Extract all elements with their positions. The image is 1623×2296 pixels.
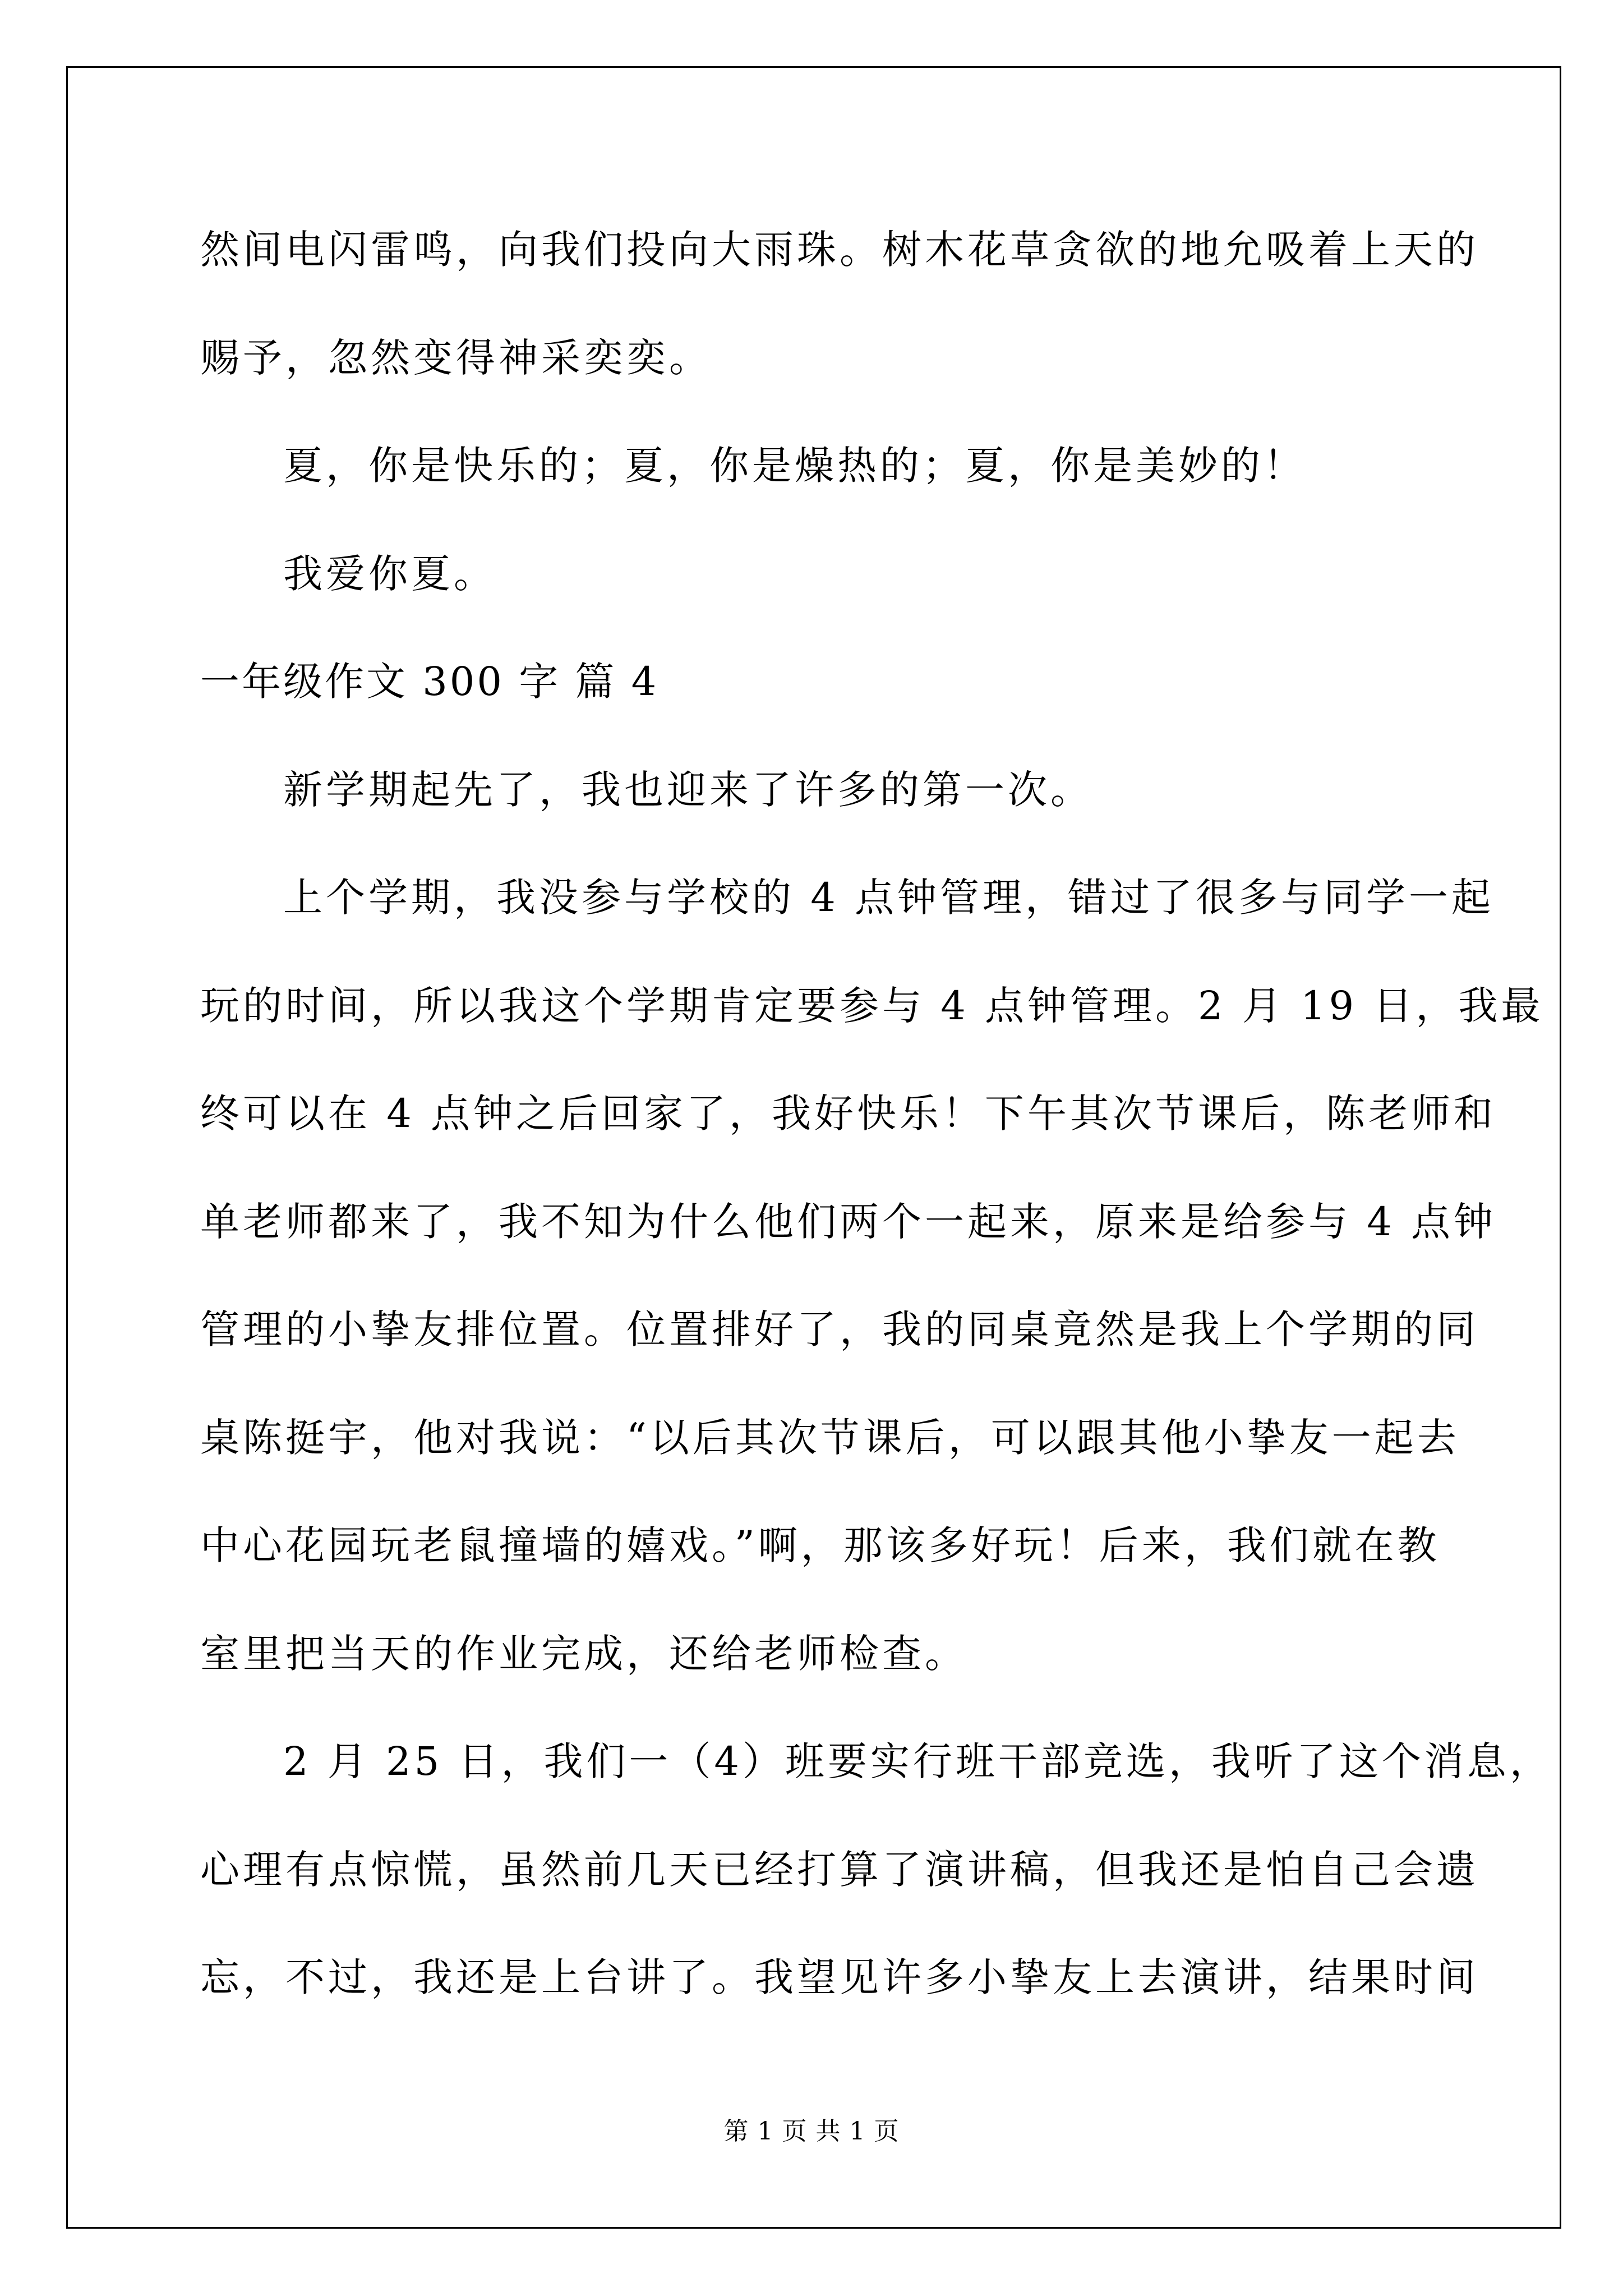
text-line: 玩的时间，所以我这个学期肯定要参与 4 点钟管理。2 月 19 日，我最	[200, 983, 1544, 1029]
text-line: 终可以在 4 点钟之后回家了，我好快乐！下午其次节课后，陈老师和	[200, 1091, 1497, 1137]
text-line: 忘，不过，我还是上台讲了。我望见许多小挚友上去演讲，结果时间	[200, 1954, 1479, 2000]
text-line: 管理的小挚友排位置。位置排好了，我的同桌竟然是我上个学期的同	[200, 1306, 1479, 1352]
text-line: 中心花园玩老鼠撞墙的嬉戏。”啊，那该多好玩！后来，我们就在教	[200, 1522, 1440, 1568]
text-line: 桌陈挺宇，他对我说：“以后其次节课后，可以跟其他小挚友一起去	[200, 1415, 1460, 1461]
section-heading: 一年级作文 300 字 篇 4	[200, 659, 659, 705]
text-line: 我爱你夏。	[283, 551, 496, 597]
text-line: 夏，你是快乐的；夏，你是燥热的；夏，你是美妙的！	[283, 443, 1306, 489]
text-line: 赐予，忽然变得神采奕奕。	[200, 335, 712, 381]
text-line: 心理有点惊慌，虽然前几天已经打算了演讲稿，但我还是怕自己会遗	[200, 1847, 1479, 1893]
text-line: 单老师都来了，我不知为什么他们两个一起来，原来是给参与 4 点钟	[200, 1199, 1497, 1245]
text-line: 新学期起先了，我也迎来了许多的第一次。	[283, 767, 1093, 813]
page-border	[66, 66, 1561, 2229]
text-line: 室里把当天的作业完成，还给老师检查。	[200, 1631, 967, 1677]
text-line: 2 月 25 日，我们一（4）班要实行班干部竞选，我听了这个消息，	[283, 1738, 1552, 1784]
text-line: 然间电闪雷鸣，向我们投向大雨珠。树木花草贪欲的地允吸着上天的	[200, 227, 1479, 273]
text-line: 上个学期，我没参与学校的 4 点钟管理，错过了很多与同学一起	[283, 875, 1495, 921]
page-footer: 第 1 页 共 1 页	[723, 2117, 900, 2146]
